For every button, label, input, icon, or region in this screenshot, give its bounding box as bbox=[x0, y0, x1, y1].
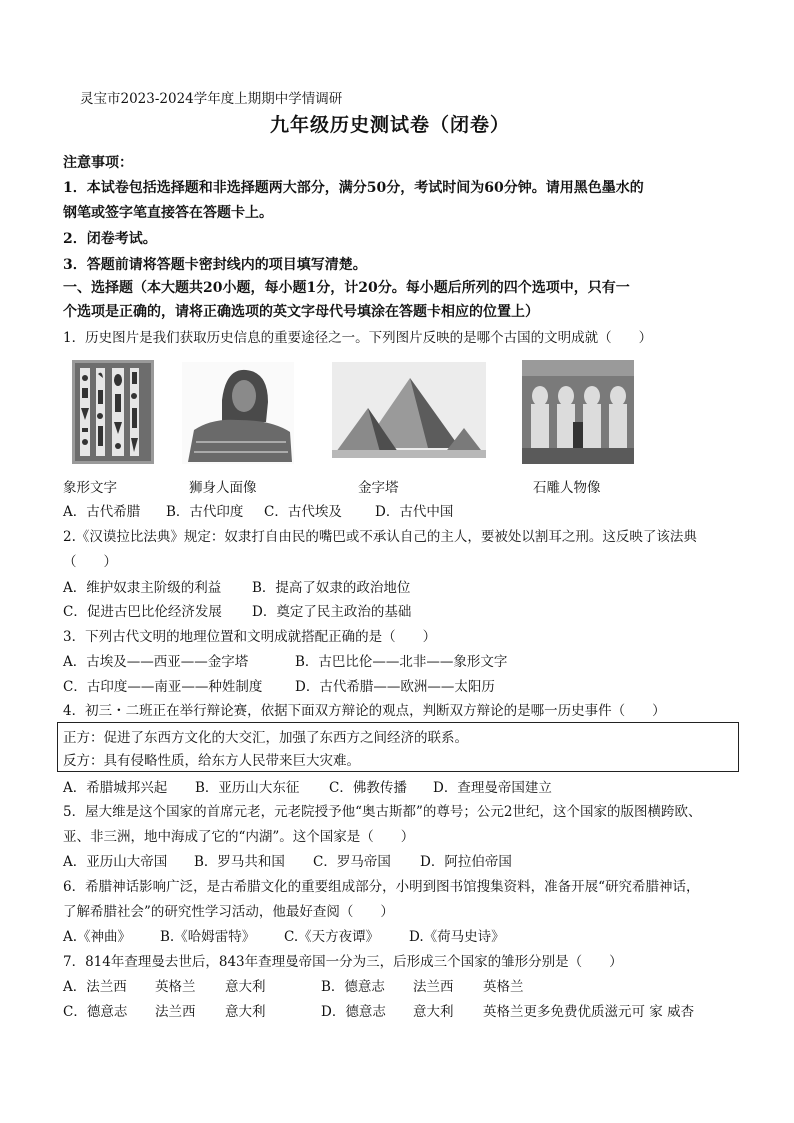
q2-option-b: B．提高了奴隶的政治地位 bbox=[252, 580, 411, 596]
q5-option-d: D．阿拉伯帝国 bbox=[420, 854, 512, 870]
q4-option-a: A．希腊城邦兴起 bbox=[63, 780, 168, 796]
note-item-2: 2．闭卷考试。 bbox=[63, 231, 157, 247]
q4-stem: 4．初三・二班正在举行辩论赛，依据下面双方辩论的观点，判断双方辩论的是哪一历史事件（ ） bbox=[63, 703, 666, 719]
q5-stem-line2: 亚、非三洲，地中海成了它的“内湖”。这个国家是（ ） bbox=[63, 829, 415, 845]
q1-stem: 1．历史图片是我们获取历史信息的重要途径之一。下列图片反映的是哪个古国的文明成就（ ） bbox=[63, 330, 653, 346]
q4-option-b: B．亚历山大东征 bbox=[195, 780, 300, 796]
q7-row2-c3: 意大利 bbox=[225, 1004, 266, 1020]
exam-subtitle: 灵宝市2023-2024学年度上期期中学情调研 bbox=[80, 91, 343, 107]
q7-row1-a: A．法兰西 bbox=[63, 979, 127, 995]
q7-row1-b: B．德意志 bbox=[321, 979, 385, 995]
q7-row1-b3: 英格兰 bbox=[483, 979, 524, 995]
q2-stem-line2: （ ） bbox=[63, 554, 117, 570]
q7-row2-d2: 意大利 bbox=[413, 1004, 454, 1020]
section-heading-line1: 一、选择题（本大题共20小题，每小题1分，计20分。每小题后所列的四个选项中，只有一 bbox=[63, 280, 630, 296]
debate-con: 反方：具有侵略性质，给东方人民带来巨大灾难。 bbox=[63, 753, 360, 769]
q6-option-c: C.《天方夜谭》 bbox=[284, 929, 380, 945]
debate-pro: 正方：促进了东西方文化的大交汇，加强了东西方之间经济的联系。 bbox=[63, 730, 468, 746]
hieroglyphs-image bbox=[72, 360, 154, 464]
q3-stem: 3．下列古代文明的地理位置和文明成就搭配正确的是（ ） bbox=[63, 629, 437, 645]
q4-option-c: C．佛教传播 bbox=[329, 780, 407, 796]
q7-row2-c: C．德意志 bbox=[63, 1004, 128, 1020]
q7-row2-c2: 法兰西 bbox=[155, 1004, 196, 1020]
q7-row1-b2: 法兰西 bbox=[413, 979, 454, 995]
note-item-1a: 1．本试卷包括选择题和非选择题两大部分，满分50分，考试时间为60分钟。请用黑色墨水的 bbox=[63, 180, 644, 196]
stone-statues-image bbox=[522, 360, 634, 464]
notes-heading: 注意事项： bbox=[63, 155, 133, 171]
section-heading-line2: 个选项是正确的，请将正确选项的英文字母代号填涂在答题卡相应的位置上） bbox=[63, 304, 539, 320]
q7-row1-a2: 英格兰 bbox=[155, 979, 196, 995]
sphinx-image bbox=[182, 362, 294, 464]
q7-row2-d: D．德意志 bbox=[321, 1004, 386, 1020]
pyramids-image bbox=[332, 362, 486, 458]
q1-caption-1: 象形文字 bbox=[63, 480, 117, 496]
q3-option-a: A．古埃及——西亚——金字塔 bbox=[63, 654, 249, 670]
q7-stem: 7．814年查理曼去世后，843年查理曼帝国一分为三，后形成三个国家的雏形分别是（ ） bbox=[63, 954, 623, 970]
q1-caption-2: 狮身人面像 bbox=[189, 480, 257, 496]
q6-option-d: D.《荷马史诗》 bbox=[409, 929, 505, 945]
q6-option-b: B.《哈姆雷特》 bbox=[160, 929, 256, 945]
q2-stem-line1: 2.《汉谟拉比法典》规定：奴隶打自由民的嘴巴或不承认自己的主人，要被处以割耳之刑。这反映了该法典 bbox=[63, 529, 697, 545]
q5-option-b: B．罗马共和国 bbox=[194, 854, 285, 870]
q2-option-c: C．促进古巴比伦经济发展 bbox=[63, 604, 222, 620]
note-item-1b: 钢笔或签字笔直接答在答题卡上。 bbox=[63, 205, 273, 221]
q6-stem-line2: 了解希腊社会”的研究性学习活动，他最好查阅（ ） bbox=[63, 904, 394, 920]
q3-option-b: B．古巴比伦——北非——象形文字 bbox=[295, 654, 508, 670]
q2-option-d: D．奠定了民主政治的基础 bbox=[252, 604, 412, 620]
q5-stem-line1: 5．屋大维是这个国家的首席元老，元老院授予他“奥古斯都”的尊号；公元2世纪，这个国家的版图横跨欧、 bbox=[63, 804, 702, 820]
q3-option-c: C．古印度——南亚——种姓制度 bbox=[63, 679, 263, 695]
q1-option-c: C．古代埃及 bbox=[264, 504, 342, 520]
q4-option-d: D．查理曼帝国建立 bbox=[433, 780, 552, 796]
q5-option-c: C．罗马帝国 bbox=[313, 854, 391, 870]
q1-option-a: A．古代希腊 bbox=[63, 504, 141, 520]
q7-row1-a3: 意大利 bbox=[225, 979, 266, 995]
note-item-3: 3．答题前请将答题卡密封线内的项目填写清楚。 bbox=[63, 257, 367, 273]
q3-option-d: D．古代希腊——欧洲——太阳历 bbox=[295, 679, 495, 695]
q7-row2-d3: 英格兰更多免费优质滋元可 家 威杏 bbox=[483, 1004, 695, 1020]
q1-caption-3: 金字塔 bbox=[358, 480, 399, 496]
q6-stem-line1: 6．希腊神话影响广泛，是古希腊文化的重要组成部分，小明到图书馆搜集资料，准备开展“研究希腊神话， bbox=[63, 879, 700, 895]
q1-option-d: D．古代中国 bbox=[375, 504, 454, 520]
q2-option-a: A．维护奴隶主阶级的利益 bbox=[63, 580, 222, 596]
q1-caption-4: 石雕人物像 bbox=[533, 480, 601, 496]
q6-option-a: A.《神曲》 bbox=[63, 929, 132, 945]
q1-option-b: B．古代印度 bbox=[166, 504, 244, 520]
q5-option-a: A．亚历山大帝国 bbox=[63, 854, 168, 870]
page-title: 九年级历史测试卷（闭卷） bbox=[270, 114, 511, 136]
